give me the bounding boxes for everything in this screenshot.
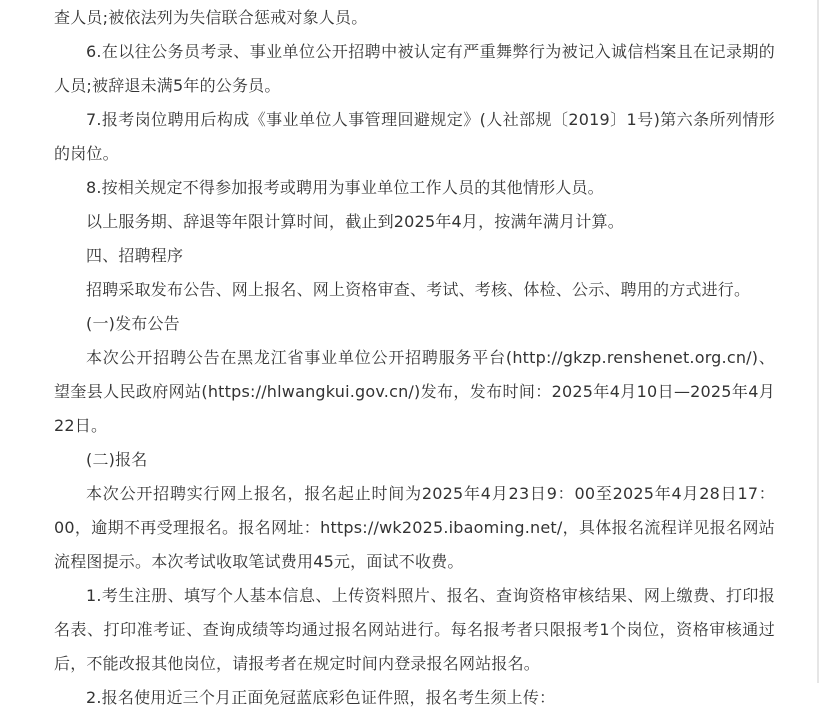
subheading-registration: (二)报名	[86, 450, 148, 469]
paragraph-announcement-platforms: 本次公开招聘公告在黑龙江省事业单位公开招聘服务平台(http://gkzp.renshenet.org.cn/)、望奎县人民政府网站(https://hlwangkui.gov.cn/)发布，发布时间：2025年4月10日—2025年4月22日。	[54, 348, 775, 435]
section-heading-recruitment-procedure: 四、招聘程序	[86, 246, 184, 265]
paragraph-registration-item-1: 1.考生注册、填写个人基本信息、上传资料照片、报名、查询资格审核结果、网上缴费、打印报名表、打印准考证、查询成绩等均通过报名网站进行。每名报考者只限报考1个岗位，资格审核通过后，不能改报其他岗位，请报考者在规定时间内登录报名网站报名。	[54, 586, 775, 673]
paragraph-time-calculation: 以上服务期、辞退等年限计算时间，截止到2025年4月，按满年满月计算。	[86, 212, 624, 231]
paragraph-item-7: 7.报考岗位聘用后构成《事业单位人事管理回避规定》(人社部规〔2019〕1号)第六条所列情形的岗位。	[54, 110, 775, 163]
subheading-publish-announcement: (一)发布公告	[86, 314, 180, 333]
paragraph-recruitment-method: 招聘采取发布公告、网上报名、网上资格审查、考试、考核、体检、公示、聘用的方式进行。	[86, 280, 751, 299]
paragraph-registration-item-2: 2.报名使用近三个月正面免冠蓝底彩色证件照，报名考生须上传：	[86, 688, 556, 707]
paragraph-continued-exclusions: 查人员;被依法列为失信联合惩戒对象人员。	[54, 8, 368, 27]
paragraph-item-8: 8.按相关规定不得参加报考或聘用为事业单位工作人员的其他情形人员。	[86, 178, 604, 197]
paragraph-registration-details: 本次公开招聘实行网上报名，报名起止时间为2025年4月23日9：00至2025年4月28日17：00，逾期不再受理报名。报名网址：https://wk2025.ibaoming.net/，具体报名流程详见报名网站流程图提示。本次考试收取笔试费用45元，面试不收费。	[54, 484, 775, 571]
paragraph-item-6: 6.在以往公务员考录、事业单位公开招聘中被认定有严重舞弊行为被记入诚信档案且在记录期的人员;被辞退未满5年的公务员。	[54, 42, 775, 95]
